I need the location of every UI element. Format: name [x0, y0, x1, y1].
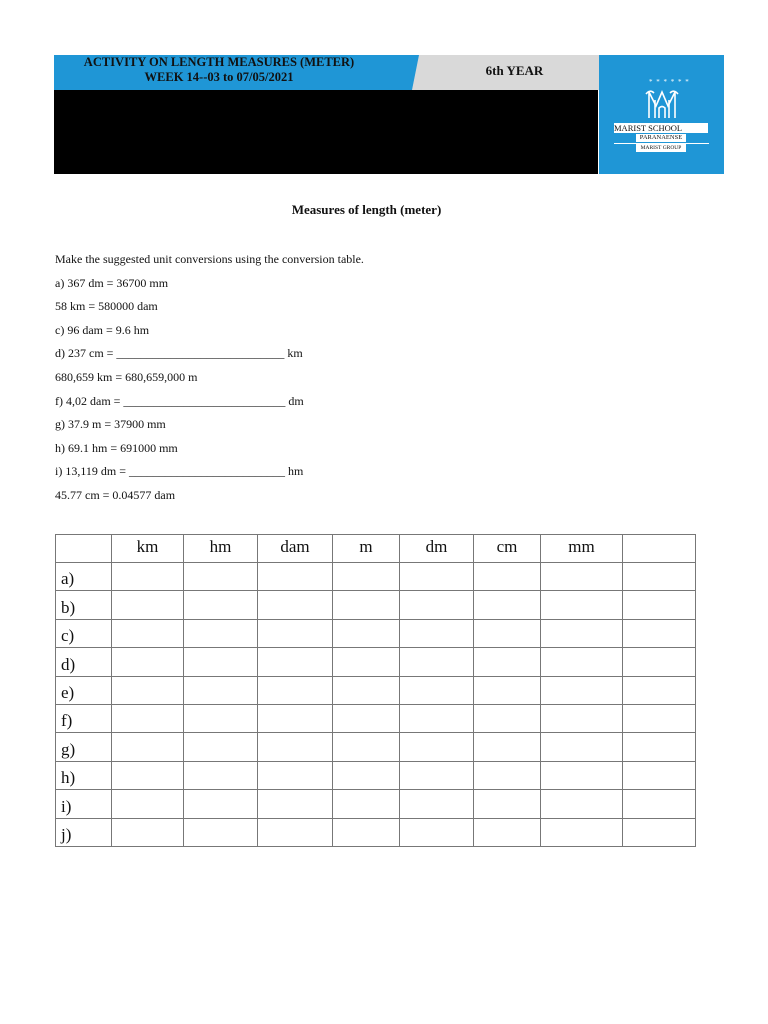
table-cell[interactable]	[112, 818, 184, 846]
table-cell[interactable]	[333, 648, 400, 676]
table-cell[interactable]	[112, 619, 184, 647]
school-year: 6th YEAR	[485, 63, 544, 78]
table-row	[56, 591, 696, 619]
table-cell[interactable]	[112, 761, 184, 789]
table-row	[56, 648, 696, 676]
table-row	[56, 619, 696, 647]
table-cell[interactable]	[474, 591, 541, 619]
table-cell[interactable]	[258, 591, 333, 619]
table-cell[interactable]	[400, 676, 474, 704]
exercise-h: h) 69.1 hm = 691000 mm	[55, 440, 178, 455]
table-cell[interactable]	[541, 591, 623, 619]
document-title: Measures of length (meter)	[291, 202, 442, 217]
table-cell[interactable]	[400, 619, 474, 647]
table-cell[interactable]	[112, 790, 184, 818]
instruction-text: Make the suggested unit conversions using the conversion table.	[55, 252, 364, 266]
table-cell[interactable]	[623, 733, 696, 761]
table-cell[interactable]	[474, 563, 541, 591]
table-cell[interactable]	[184, 818, 258, 846]
table-cell[interactable]	[474, 733, 541, 761]
column-header: dm	[400, 535, 474, 563]
logo-subtitle: PARANAENSE	[636, 134, 686, 142]
table-cell[interactable]	[623, 619, 696, 647]
table-cell[interactable]	[333, 761, 400, 789]
table-cell[interactable]	[258, 563, 333, 591]
table-cell[interactable]	[541, 704, 623, 732]
exercise-d: d) 237 cm = ____________________________ km	[55, 346, 303, 361]
table-row	[56, 761, 696, 789]
redacted-block	[54, 90, 598, 174]
exercise-c: c) 96 dam = 9.6 hm	[55, 322, 150, 337]
table-cell[interactable]	[400, 790, 474, 818]
table-row	[56, 676, 696, 704]
table-cell[interactable]	[184, 619, 258, 647]
table-cell[interactable]	[258, 704, 333, 732]
exercise-g: g) 37.9 m = 37900 mm	[55, 417, 166, 432]
table-cell[interactable]	[112, 676, 184, 704]
column-header: dam	[258, 535, 333, 563]
table-cell[interactable]	[184, 790, 258, 818]
table-cell[interactable]	[184, 704, 258, 732]
column-header: hm	[184, 535, 258, 563]
table-cell[interactable]	[400, 563, 474, 591]
table-cell[interactable]	[541, 648, 623, 676]
table-row	[56, 704, 696, 732]
row-label: f)	[56, 704, 112, 732]
row-label: i)	[56, 790, 112, 818]
column-header: cm	[474, 535, 541, 563]
row-label: a)	[56, 563, 112, 591]
table-cell[interactable]	[623, 761, 696, 789]
table-cell[interactable]	[474, 676, 541, 704]
logo-school-name: MARIST SCHOOL	[614, 123, 708, 133]
column-header	[623, 535, 696, 563]
activity-title-line1: ACTIVITY ON LENGTH MEASURES (METER)	[83, 55, 355, 69]
table-row	[56, 733, 696, 761]
table-cell[interactable]	[184, 591, 258, 619]
table-cell[interactable]	[623, 591, 696, 619]
table-cell[interactable]	[333, 591, 400, 619]
table-cell[interactable]	[400, 648, 474, 676]
table-cell[interactable]	[474, 648, 541, 676]
exercise-j: 45.77 cm = 0.04577 dam	[55, 487, 176, 502]
table-cell[interactable]	[623, 648, 696, 676]
table-cell[interactable]	[258, 790, 333, 818]
table-cell[interactable]	[258, 761, 333, 789]
logo-group: MARIST GROUP	[636, 144, 686, 152]
row-label: b)	[56, 591, 112, 619]
exercise-list	[55, 251, 364, 511]
table-cell[interactable]	[258, 818, 333, 846]
table-cell[interactable]	[112, 733, 184, 761]
column-header: km	[112, 535, 184, 563]
table-cell[interactable]	[400, 591, 474, 619]
table-cell[interactable]	[541, 676, 623, 704]
table-cell[interactable]	[112, 704, 184, 732]
column-header: mm	[541, 535, 623, 563]
exercise-b: 58 km = 580000 dam	[55, 299, 158, 314]
exercise-a: a) 367 dm = 36700 mm	[55, 275, 169, 290]
table-cell[interactable]	[333, 676, 400, 704]
row-label: j)	[56, 818, 112, 846]
table-cell[interactable]	[541, 761, 623, 789]
table-cell[interactable]	[541, 733, 623, 761]
row-label: h)	[56, 761, 112, 789]
table-cell[interactable]	[333, 563, 400, 591]
row-label: c)	[56, 619, 112, 647]
marist-monogram-icon	[644, 86, 680, 122]
table-cell[interactable]	[541, 790, 623, 818]
table-cell[interactable]	[184, 676, 258, 704]
table-cell[interactable]	[333, 619, 400, 647]
table-cell[interactable]	[333, 790, 400, 818]
table-cell[interactable]	[474, 761, 541, 789]
table-header-row	[56, 535, 696, 563]
table-cell[interactable]	[112, 648, 184, 676]
table-cell[interactable]	[184, 733, 258, 761]
table-cell[interactable]	[258, 619, 333, 647]
exercise-f: f) 4,02 dam = ___________________________ dm	[55, 393, 304, 408]
table-cell[interactable]	[623, 676, 696, 704]
table-cell[interactable]	[623, 790, 696, 818]
row-label: e)	[56, 676, 112, 704]
table-cell[interactable]	[400, 761, 474, 789]
row-label: g)	[56, 733, 112, 761]
table-cell[interactable]	[184, 563, 258, 591]
table-cell[interactable]	[112, 591, 184, 619]
table-cell[interactable]	[258, 676, 333, 704]
table-row	[56, 790, 696, 818]
column-header	[56, 535, 112, 563]
school-logo	[599, 55, 724, 174]
activity-title	[54, 55, 384, 85]
table-cell[interactable]	[623, 818, 696, 846]
activity-title-line2: WEEK 14--03 to 07/05/2021	[144, 70, 294, 84]
table-cell[interactable]	[541, 818, 623, 846]
table-cell[interactable]	[541, 619, 623, 647]
table-cell[interactable]	[623, 563, 696, 591]
table-cell[interactable]	[258, 648, 333, 676]
logo-stars: * * * * * *	[649, 78, 690, 86]
exercise-i: i) 13,119 dm = __________________________ hm	[55, 464, 304, 479]
table-cell[interactable]	[400, 704, 474, 732]
table-cell[interactable]	[474, 704, 541, 732]
conversion-table	[55, 534, 696, 847]
exercise-e: 680,659 km = 680,659,000 m	[55, 369, 198, 384]
table-cell[interactable]	[474, 619, 541, 647]
table-cell[interactable]	[333, 704, 400, 732]
table-cell[interactable]	[400, 818, 474, 846]
table-row	[56, 818, 696, 846]
table-row	[56, 563, 696, 591]
table-cell[interactable]	[333, 818, 400, 846]
table-cell[interactable]	[258, 733, 333, 761]
table-cell[interactable]	[474, 818, 541, 846]
table-cell[interactable]	[112, 563, 184, 591]
document-header	[54, 55, 724, 174]
table-cell[interactable]	[400, 733, 474, 761]
column-header: m	[333, 535, 400, 563]
row-label: d)	[56, 648, 112, 676]
table-cell[interactable]	[541, 563, 623, 591]
table-cell[interactable]	[623, 704, 696, 732]
table-cell[interactable]	[184, 761, 258, 789]
table-cell[interactable]	[184, 648, 258, 676]
table-cell[interactable]	[333, 733, 400, 761]
table-cell[interactable]	[474, 790, 541, 818]
